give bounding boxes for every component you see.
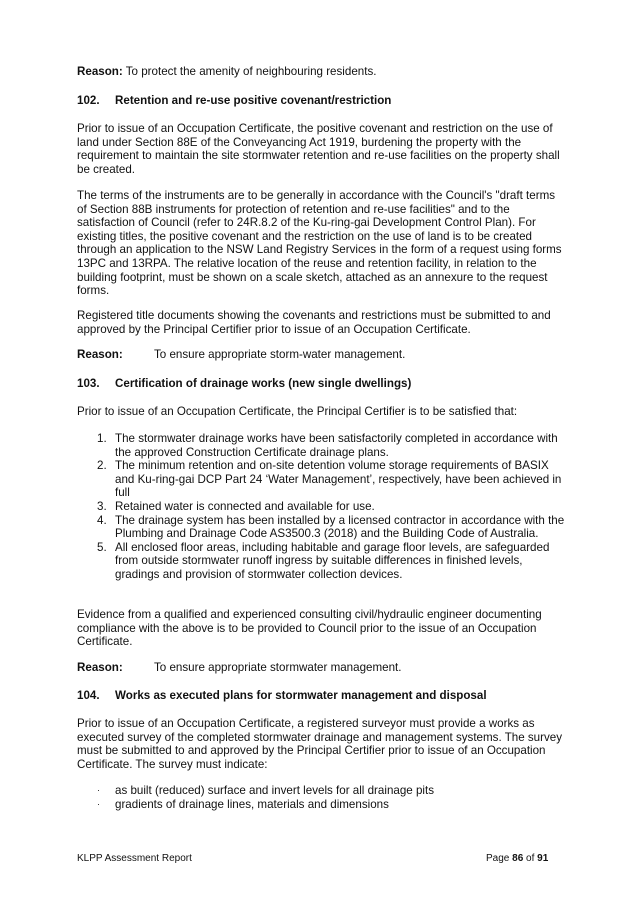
reason-label: Reason: <box>77 65 123 78</box>
section-104-heading <box>77 689 567 703</box>
s104-bullet-list <box>77 784 567 811</box>
item-text: Retained water is connected and available for use. <box>115 499 375 513</box>
item-number: 1. <box>97 432 107 445</box>
list-item <box>77 500 567 514</box>
reason-text: To protect the amenity of neighbouring residents. <box>122 65 377 78</box>
item-text: The minimum retention and on-site detention volume storage requirements of BASIX and Ku-ring-gai DCP Part 24 ‘Water Management’, respectively, have been achieved in full <box>115 459 562 500</box>
page-of: of <box>523 853 538 864</box>
section-102-heading <box>77 94 567 108</box>
reason-text: To ensure appropriate stormwater management. <box>154 661 402 674</box>
s103-intro: Prior to issue of an Occupation Certificate, the Principal Certifier is to be satisfied that: <box>77 405 518 418</box>
item-text: as built (reduced) surface and invert levels for all drainage pits <box>115 784 434 797</box>
list-item <box>77 459 567 500</box>
section-number: 102. <box>77 94 100 107</box>
reason-text: To ensure appropriate storm-water management. <box>154 348 406 361</box>
reason-top <box>77 65 567 79</box>
item-text: The drainage system has been installed by a licensed contractor in accordance with the Plumbing and Drainage Code AS3500.3 (2018) and the Building Code of Australia. <box>115 513 565 541</box>
list-item <box>77 432 567 459</box>
footer-page-number <box>486 852 548 866</box>
section-title: Certification of drainage works (new single dwellings) <box>115 377 412 390</box>
s102-paragraph-1: Prior to issue of an Occupation Certificate, the positive covenant and restriction on the use of land under Section 88E of the Conveyancing Act 1919, burdening the property with the requirement to maintain the site stormwater retention and re-use facilities on the property shall be created. <box>77 122 560 176</box>
reason-label: Reason: <box>77 661 123 674</box>
list-item <box>77 514 567 541</box>
item-number: 2. <box>97 459 107 473</box>
s103-requirements-list <box>77 432 567 582</box>
s102-paragraph-2: The terms of the instruments are to be generally in accordance with the Council's "draft terms of Section 88B instruments for protection of retention and re-use facilities" and to the satisfaction of Council (refer to 24R.8.2 of the Ku-ring-gai Development Control Plan). For existing titles, the positive covenant and the restriction on the use of land is to be created through an application to the NSW Land Registry Services in the form of a request using forms 13PC and 13RPA. The relative location of the reuse and retention facility, in relation to the building footprint, must be shown on a scale sketch, attached as an annexure to the request forms. <box>77 189 562 298</box>
page-prefix: Page <box>486 853 513 864</box>
bullet-icon: · <box>97 798 100 809</box>
item-number: 4. <box>97 513 107 527</box>
s102-reason <box>77 348 567 362</box>
total-pages: 91 <box>537 853 549 864</box>
reason-label: Reason: <box>77 348 123 361</box>
section-103-heading <box>77 377 567 391</box>
item-text: All enclosed floor areas, including habitable and garage floor levels, are safeguarded from outside stormwater runoff ingress by suitable differences in finished levels, gradings and provision of stormwater collection devices. <box>115 540 550 581</box>
s103-reason <box>77 661 567 675</box>
section-number: 104. <box>77 689 100 702</box>
item-text: gradients of drainage lines, materials and dimensions <box>115 797 389 811</box>
s102-paragraph-3: Registered title documents showing the covenants and restrictions must be submitted to and approved by the Principal Certifier prior to issue of an Occupation Certificate. <box>77 309 551 336</box>
section-number: 103. <box>77 377 100 390</box>
s103-evidence: Evidence from a qualified and experienced consulting civil/hydraulic engineer documenting compliance with the above is to be provided to Council prior to the issue of an Occupation Certificate. <box>77 608 542 649</box>
footer-report-title: KLPP Assessment Report <box>77 853 192 864</box>
item-text: The stormwater drainage works have been satisfactorily completed in accordance with the approved Construction Certificate drainage plans. <box>115 432 558 459</box>
section-title: Works as executed plans for stormwater management and disposal <box>115 689 487 702</box>
section-title: Retention and re-use positive covenant/restriction <box>115 94 392 107</box>
item-number: 5. <box>97 540 107 554</box>
list-item <box>77 784 567 798</box>
s104-paragraph-1: Prior to issue of an Occupation Certificate, a registered surveyor must provide a works as executed survey of the completed stormwater drainage and management systems. The survey must be submitted to and approved by the Principal Certifier prior to issue of an Occupation Certificate. The survey must indicate: <box>77 717 563 771</box>
current-page: 86 <box>512 853 524 864</box>
list-item <box>77 541 567 582</box>
item-number: 3. <box>97 499 107 513</box>
bullet-icon: · <box>97 785 100 795</box>
list-item <box>77 798 567 812</box>
